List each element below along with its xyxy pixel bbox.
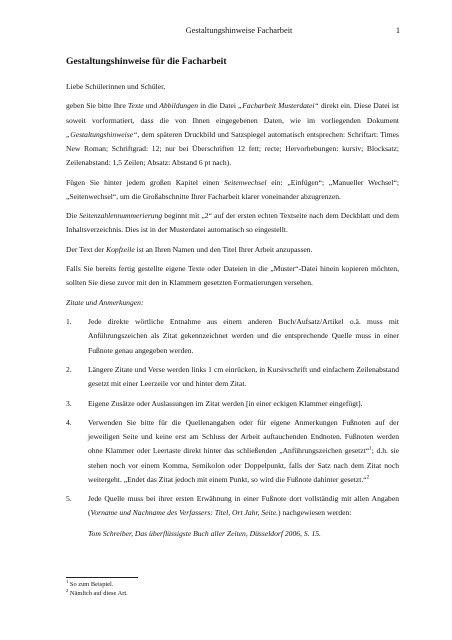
- footnote-number: 1: [66, 578, 69, 584]
- list-number: 3.: [66, 398, 72, 408]
- emphasis: „Facharbeit Musterdatei“: [238, 101, 319, 111]
- list-number: 5.: [66, 494, 72, 504]
- list-text: Längere Zitate und Verse werden links 1 cm einrücken, in Kursivschrift und einfachem Zeilenabstand gesetzt mit einer Leerzeile vor und hinter dem Zitat.: [88, 364, 399, 389]
- emphasis: Vorname und Nachname des Verfassers: Titel, Ort Jahr, Seite.: [90, 508, 279, 518]
- text: in die Datei: [198, 101, 239, 111]
- list-item: [66, 315, 399, 358]
- document-heading: Gestaltungshinweise für die Facharbeit: [66, 56, 227, 67]
- footnote-separator: [66, 577, 138, 578]
- page-header: [66, 26, 412, 40]
- text: , dem späteren Druckbild und Satzspiegel automatisch entsprechen: Schriftart: Times New Roman; Schriftgrad: 12; nur bei Überschriften 12 fett; recte; Hervorhebungen: kursiv; Blocksatz; Zeilenabstand: 1,5 Zeilen; Absatz: Abstand 6 pt nach).: [66, 129, 399, 168]
- paragraph-copy-files: Falls Sie bereits fertig gestellte eigene Texte oder Dateien in die „Muster“-Datei hinein kopieren möchten, sollten Sie diese zuvor mit den in Klammern gesetzten Formatierungen versehen.: [66, 264, 399, 288]
- footnote: [66, 589, 128, 598]
- text: und: [143, 101, 160, 111]
- text: Fügen Sie hinter jedem großen Kapitel einen: [66, 177, 224, 187]
- emphasis: Seitenzahlennummerierung: [79, 211, 163, 221]
- list-number: 2.: [66, 364, 72, 374]
- footnote-text: Nämlich auf diese Art.: [68, 590, 128, 597]
- page-number: 1: [395, 26, 400, 35]
- greeting: Liebe Schülerinnen und Schüler,: [66, 82, 166, 91]
- footnote-text: So zum Beispiel.: [68, 581, 114, 588]
- list-number: 4.: [66, 417, 72, 427]
- list-number: 1.: [66, 317, 72, 327]
- footnote-ref: 1: [369, 445, 372, 452]
- quote-rules-list: [66, 315, 399, 541]
- text: ein: „Einfügen“; „Manueller Wechsel“; „Seitenwechsel“, um die Großabschnitte Ihrer Facharbeit klarer voneinander abzugrenzen.: [66, 177, 399, 201]
- footnotes: [66, 580, 128, 598]
- paragraph-header-line: [66, 243, 399, 257]
- text: beginnt mit „2“ auf der ersten echten Textseite nach dem Deckblatt und dem Inhaltsverzeichnis. Dies ist in der Musterdatei automatisch so eingestellt.: [66, 211, 399, 235]
- list-text: ; d.h. sie stehen noch vor einem Komma, Semikolon oder Doppelpunkt, falls der Satz nach dem Zitat noch weitergeht. „Endet das Zitat jedoch mit einem Punkt, so wird die Fußnote dahinter gesetzt.“: [88, 446, 399, 484]
- list-item: [66, 363, 399, 391]
- text: ist an Ihren Namen und den Titel Ihrer Arbeit anzupassen.: [134, 244, 313, 254]
- emphasis: Kopfzeile: [106, 244, 135, 254]
- emphasis: Seitenwechsel: [223, 177, 267, 187]
- text: direkt ein. Diese Datei ist soweit vorformatiert, dass die von Ihnen eingegebenen Daten, wie im vorliegenden Dokument: [66, 101, 399, 125]
- list-text: Verwenden Sie bitte für die Quellenangaben oder für eigene Anmerkungen Fußnoten auf der jeweiligen Seite und keine erst am Schluss der Arbeit auftauchenden Endnoten. Fußnoten werden ohne Klammer oder Leertaste direkt hinter das schließenden „Anführungszeichen gesetzt“: [88, 417, 399, 456]
- list-item: [66, 397, 399, 411]
- paragraph-page-break: [66, 176, 399, 204]
- subheading-quotes: Zitate und Anmerkungen:: [66, 297, 144, 307]
- paragraph-page-numbering: [66, 209, 399, 237]
- text: Der Text der: [66, 244, 107, 254]
- footnote-ref: 2: [366, 474, 370, 481]
- list-text: Eigene Zusätze oder Auslassungen im Zitat werden [in einer eckigen Klammer eingefügt].: [88, 398, 363, 408]
- example-quote: Tom Schreiber, Das überflüssigste Buch aller Zeiten, Düsseldorf 2006, S. 15.: [88, 528, 321, 538]
- emphasis: Texte: [127, 101, 144, 111]
- footnote-number: 2: [66, 587, 69, 593]
- emphasis: „Gestaltungshinweise“: [66, 129, 138, 139]
- list-text: ) nachgewiesen werden:: [278, 508, 352, 518]
- text: Die: [66, 211, 80, 221]
- footnote: [66, 580, 128, 589]
- header-title: Gestaltungshinweise Facharbeit: [185, 26, 293, 35]
- emphasis: Abbildungen: [159, 101, 199, 111]
- text: geben Sie bitte Ihre: [66, 101, 128, 111]
- list-item: [66, 492, 399, 541]
- paragraph-intro: [66, 99, 399, 170]
- list-text: Jede direkte wörtliche Entnahme aus einem anderen Buch/Aufsatz/Artikel o.ä. muss mit Anführungszeichen als Zitat gekennzeichnet werden und die entsprechende Quelle muss in einer Fußnote genau angegeben werden.: [88, 317, 399, 355]
- list-item: [66, 416, 399, 487]
- document-body: [66, 56, 399, 546]
- list-text: Jede Quelle muss bei ihrer ersten Erwähnung in einer Fußnote dort vollständig mit allen Angaben (: [88, 494, 399, 518]
